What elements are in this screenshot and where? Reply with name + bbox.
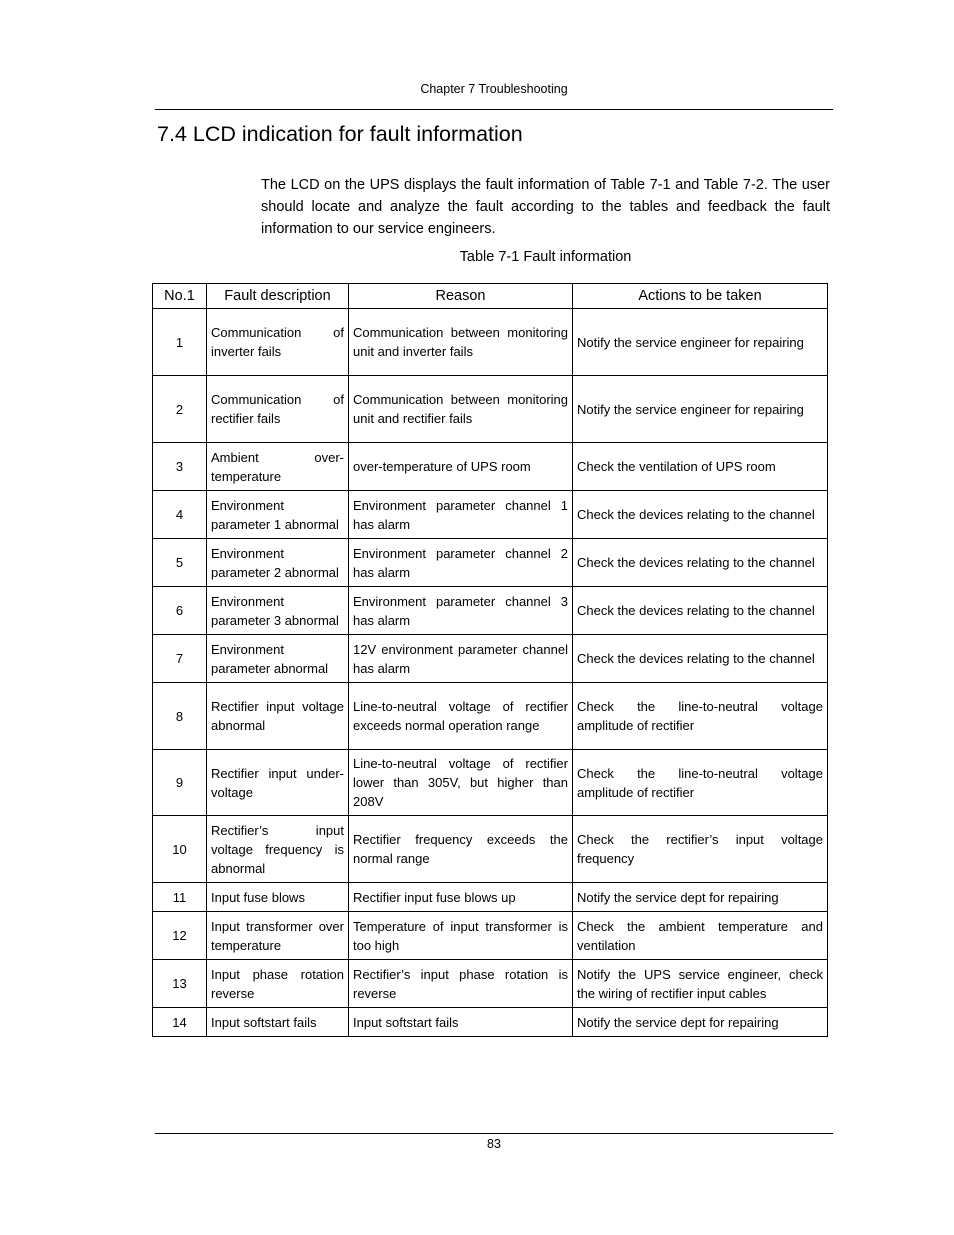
table-row	[153, 491, 828, 539]
table-row	[153, 883, 828, 912]
cell-action: Check the devices relating to the channel	[573, 587, 828, 635]
cell-no: 3	[153, 443, 207, 491]
cell-reason: Input softstart fails	[349, 1008, 573, 1037]
cell-fault-description: Communication of rectifier fails	[207, 376, 349, 443]
cell-reason: Temperature of input transformer is too high	[349, 912, 573, 960]
cell-reason: Rectifier frequency exceeds the normal range	[349, 816, 573, 883]
cell-fault-description: Input softstart fails	[207, 1008, 349, 1037]
table-row	[153, 816, 828, 883]
page-number: 83	[487, 1137, 501, 1151]
table-row	[153, 750, 828, 816]
cell-no: 14	[153, 1008, 207, 1037]
table-row	[153, 635, 828, 683]
cell-fault-description: Input fuse blows	[207, 883, 349, 912]
table-header-row	[153, 284, 828, 309]
column-header-fault-description: Fault description	[207, 284, 349, 309]
cell-action: Check the ventilation of UPS room	[573, 443, 828, 491]
cell-reason: Line-to-neutral voltage of rectifier exceeds normal operation range	[349, 683, 573, 750]
cell-action: Notify the service engineer for repairing	[573, 309, 828, 376]
table-row	[153, 309, 828, 376]
cell-no: 12	[153, 912, 207, 960]
running-header: Chapter 7 Troubleshooting	[420, 82, 568, 96]
footer-rule	[155, 1133, 833, 1134]
intro-paragraph: The LCD on the UPS displays the fault information of Table 7-1 and Table 7-2. The user should locate and analyze the fault according to the tables and feedback the fault information to our service engineers.	[261, 177, 830, 237]
table-caption: Table 7-1 Fault information	[459, 249, 632, 265]
table-row	[153, 376, 828, 443]
fault-information-table	[152, 283, 828, 1037]
cell-no: 1	[153, 309, 207, 376]
column-header-no: No.1	[153, 284, 207, 309]
cell-fault-description: Environment parameter 1 abnormal	[207, 491, 349, 539]
cell-action: Check the devices relating to the channel	[573, 491, 828, 539]
cell-reason: 12V environment parameter channel has alarm	[349, 635, 573, 683]
table-row	[153, 587, 828, 635]
cell-action: Check the devices relating to the channel	[573, 635, 828, 683]
cell-fault-description: Input transformer over temperature	[207, 912, 349, 960]
table-row	[153, 539, 828, 587]
cell-no: 2	[153, 376, 207, 443]
table-row	[153, 443, 828, 491]
table-row	[153, 960, 828, 1008]
cell-reason: Rectifier input fuse blows up	[349, 883, 573, 912]
cell-reason: Line-to-neutral voltage of rectifier lower than 305V, but higher than 208V	[349, 750, 573, 816]
cell-no: 4	[153, 491, 207, 539]
cell-no: 7	[153, 635, 207, 683]
cell-reason: Communication between monitoring unit and rectifier fails	[349, 376, 573, 443]
cell-action: Check the devices relating to the channel	[573, 539, 828, 587]
cell-action: Notify the service dept for repairing	[573, 1008, 828, 1037]
cell-no: 9	[153, 750, 207, 816]
cell-action: Check the rectifier’s input voltage frequency	[573, 816, 828, 883]
column-header-actions: Actions to be taken	[573, 284, 828, 309]
cell-no: 8	[153, 683, 207, 750]
table-row	[153, 1008, 828, 1037]
cell-reason: Rectifier’s input phase rotation is reverse	[349, 960, 573, 1008]
cell-fault-description: Environment parameter 3 abnormal	[207, 587, 349, 635]
column-header-reason: Reason	[349, 284, 573, 309]
cell-no: 10	[153, 816, 207, 883]
cell-action: Check the ambient temperature and ventilation	[573, 912, 828, 960]
cell-no: 13	[153, 960, 207, 1008]
cell-fault-description: Communication of inverter fails	[207, 309, 349, 376]
header-rule	[155, 109, 833, 110]
cell-action: Notify the service dept for repairing	[573, 883, 828, 912]
cell-fault-description: Input phase rotation reverse	[207, 960, 349, 1008]
cell-fault-description: Rectifier input under-voltage	[207, 750, 349, 816]
table-row	[153, 912, 828, 960]
cell-fault-description: Environment parameter abnormal	[207, 635, 349, 683]
cell-reason: over-temperature of UPS room	[349, 443, 573, 491]
cell-action: Notify the UPS service engineer, check the wiring of rectifier input cables	[573, 960, 828, 1008]
cell-no: 5	[153, 539, 207, 587]
table-row	[153, 683, 828, 750]
cell-fault-description: Rectifier input voltage abnormal	[207, 683, 349, 750]
cell-fault-description: Ambient over-temperature	[207, 443, 349, 491]
cell-no: 11	[153, 883, 207, 912]
cell-no: 6	[153, 587, 207, 635]
cell-fault-description: Rectifier’s input voltage frequency is abnormal	[207, 816, 349, 883]
cell-reason: Communication between monitoring unit and inverter fails	[349, 309, 573, 376]
cell-action: Notify the service engineer for repairing	[573, 376, 828, 443]
cell-reason: Environment parameter channel 3 has alarm	[349, 587, 573, 635]
cell-action: Check the line-to-neutral voltage amplitude of rectifier	[573, 750, 828, 816]
cell-fault-description: Environment parameter 2 abnormal	[207, 539, 349, 587]
section-title: 7.4 LCD indication for fault information	[157, 122, 523, 146]
cell-reason: Environment parameter channel 1 has alarm	[349, 491, 573, 539]
cell-action: Check the line-to-neutral voltage amplitude of rectifier	[573, 683, 828, 750]
cell-reason: Environment parameter channel 2 has alarm	[349, 539, 573, 587]
